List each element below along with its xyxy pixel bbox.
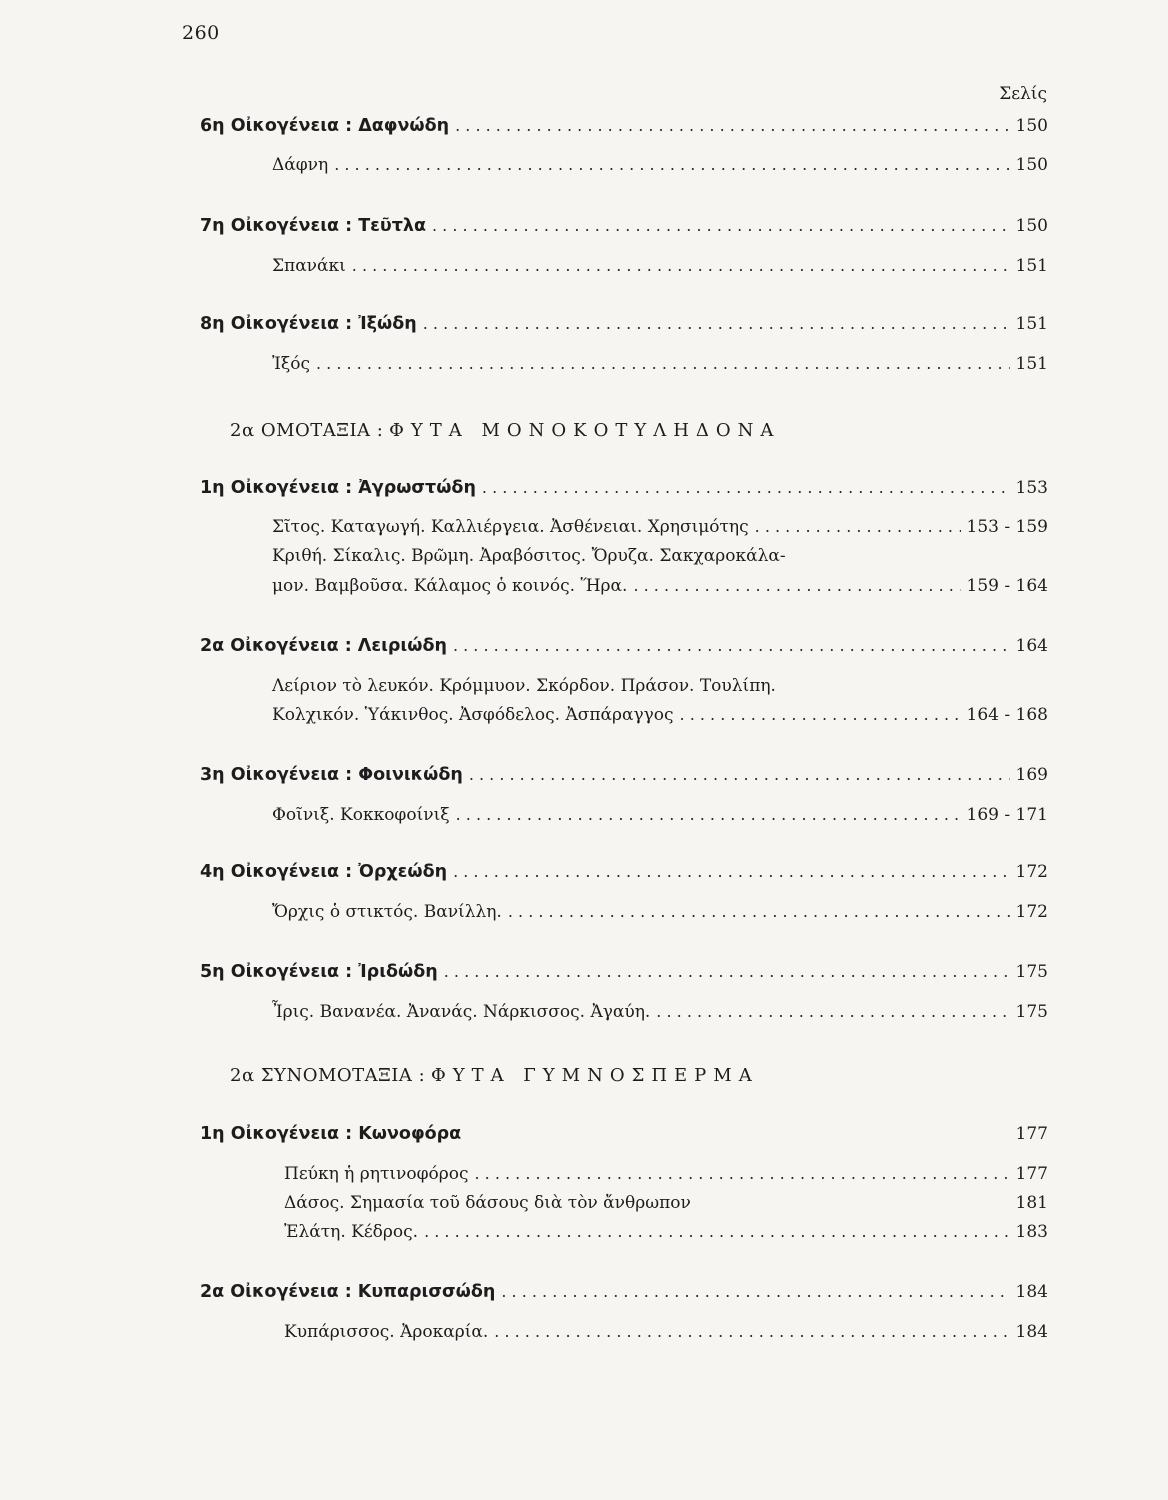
toc-heading-row	[200, 962, 1048, 990]
leader-dots	[474, 1164, 1009, 1183]
page-ref: 169	[1015, 765, 1048, 785]
toc-heading-row	[200, 116, 1048, 144]
entry-text: Δάσος. Σημασία τοῦ δάσους διὰ τὸν ἄνθρωπον	[284, 1193, 691, 1213]
section-prefix: 2α ΣΥΝΟΜΟΤΑΞΙΑ :	[230, 1065, 426, 1086]
toc-entry-row	[284, 1164, 1048, 1192]
page-ref: 164 - 168	[966, 705, 1048, 725]
entry-text: Ἰξός	[272, 354, 310, 374]
page-ref: 172	[1015, 902, 1048, 922]
family-title: 5η Οἰκογένεια : Ἰριδώδη	[200, 962, 438, 982]
page-ref: 150	[1015, 155, 1048, 175]
page-ref: 172	[1015, 862, 1048, 882]
leader-dots	[432, 216, 1010, 235]
toc-entry-row	[272, 805, 1048, 833]
toc-entry-row	[272, 705, 1048, 733]
leader-dots	[423, 314, 1010, 333]
family-title: 1η Οἰκογένεια : Κωνοφόρα	[200, 1124, 462, 1144]
entry-text: Κυπάρισσος. Ἀροκαρία.	[284, 1322, 489, 1342]
toc-entry-row	[284, 1222, 1048, 1250]
toc-entry-row	[272, 256, 1048, 284]
page-ref: 175	[1015, 1002, 1048, 1022]
page-ref: 183	[1015, 1222, 1048, 1242]
family-title: 1η Οἰκογένεια : Ἀγρωστώδη	[200, 478, 476, 498]
page-ref: 177	[1015, 1164, 1048, 1184]
leader-dots	[424, 1222, 1009, 1241]
toc-entry-row	[272, 546, 1048, 574]
entry-text: Λείριον τὸ λευκόν. Κρόμμυον. Σκόρδον. Πράσον. Τουλίπη.	[272, 676, 776, 696]
toc-heading-row	[200, 478, 1048, 506]
family-title: 7η Οἰκογένεια : Τεῦτλα	[200, 216, 426, 236]
leader-dots	[656, 1002, 1009, 1021]
entry-text: Φοῖνιξ. Κοκκοφοίνιξ	[272, 805, 450, 825]
toc-entry-row	[272, 1002, 1048, 1030]
page-ref: 153 - 159	[966, 517, 1048, 537]
entry-text: Ἐλάτη. Κέδρος.	[284, 1222, 419, 1242]
page-ref: 151	[1015, 256, 1048, 276]
page-ref: 151	[1015, 354, 1048, 374]
page-ref: 177	[1015, 1124, 1048, 1144]
leader-dots	[444, 962, 1010, 981]
leader-dots	[453, 636, 1010, 655]
page-ref: 175	[1015, 962, 1048, 982]
section-name: ΦΥΤΑ ΓΥΜΝΟΣΠΕΡΜΑ	[430, 1065, 759, 1086]
toc-entry-row	[272, 354, 1048, 382]
page-ref: 181	[1015, 1193, 1048, 1213]
entry-text: Πεύκη ἡ ρητινοφόρος	[284, 1164, 469, 1184]
toc-heading-row	[200, 314, 1048, 342]
leader-dots	[334, 155, 1009, 174]
entry-text: Σπανάκι	[272, 256, 346, 276]
toc-entry-row	[284, 1322, 1048, 1350]
section-name: ΦΥΤΑ ΜΟΝΟΚΟΤΥΛΗΔΟΝΑ	[389, 420, 781, 441]
family-title: 6η Οἰκογένεια : Δαφνώδη	[200, 116, 450, 136]
leader-dots	[352, 256, 1010, 275]
entry-text: Σῖτος. Καταγωγή. Καλλιέργεια. Ἀσθένειαι. Χρησιμότης	[272, 517, 749, 537]
page-ref: 151	[1015, 314, 1048, 334]
family-title: 8η Οἰκογένεια : Ἰξώδη	[200, 314, 417, 334]
page-column-label: Σελίς	[999, 84, 1047, 104]
entry-text: μον. Βαμβοῦσα. Κάλαμος ὁ κοινός. Ἥρα.	[272, 576, 628, 596]
section-title	[230, 1065, 1050, 1086]
toc-heading-row	[200, 636, 1048, 664]
page-number: 260	[182, 22, 220, 44]
page-ref: 150	[1015, 116, 1048, 136]
toc-entry-row	[272, 517, 1048, 545]
toc-heading-row	[200, 765, 1048, 793]
toc-entry-row	[272, 576, 1048, 604]
toc-heading-row	[200, 862, 1048, 890]
toc-entry-row	[272, 676, 1048, 704]
leader-dots	[316, 354, 1010, 373]
leader-dots	[455, 116, 1009, 135]
toc-entry-row	[272, 155, 1048, 183]
leader-dots	[482, 478, 1010, 497]
toc-heading-row	[200, 216, 1048, 244]
entry-text: Κολχικόν. Ὑάκινθος. Ἀσφόδελος. Ἀσπάραγγος	[272, 705, 674, 725]
section-prefix: 2α ΟΜΟΤΑΞΙΑ :	[230, 420, 384, 441]
leader-dots	[501, 1282, 1009, 1301]
toc-entry-row	[284, 1193, 1048, 1221]
family-title: 2α Οἰκογένεια : Κυπαρισσώδη	[200, 1282, 496, 1302]
leader-dots	[453, 862, 1009, 881]
page-ref: 184	[1015, 1282, 1048, 1302]
toc-heading-row	[200, 1124, 1048, 1152]
family-title: 3η Οἰκογένεια : Φοινικώδη	[200, 765, 463, 785]
page-ref: 150	[1015, 216, 1048, 236]
leader-dots	[680, 705, 961, 724]
page-ref: 169 - 171	[966, 805, 1048, 825]
leader-dots	[755, 517, 961, 536]
family-title: 2α Οἰκογένεια : Λειριώδη	[200, 636, 447, 656]
leader-dots	[494, 1322, 1009, 1341]
entry-text: Κριθή. Σίκαλις. Βρῶμη. Ἀραβόσιτος. Ὄρυζα. Σακχαροκάλα-	[272, 546, 786, 566]
leader-dots	[633, 576, 960, 595]
entry-text: Δάφνη	[272, 155, 329, 175]
leader-dots	[469, 765, 1010, 784]
entry-text: Ὄρχις ὁ στικτός. Βανίλλη.	[272, 902, 502, 922]
entry-text: Ἶρις. Βανανέα. Ἀνανάς. Νάρκισσος. Ἀγαύη.	[272, 1002, 651, 1022]
section-title	[230, 420, 1050, 441]
page-ref: 153	[1015, 478, 1048, 498]
leader-dots	[456, 805, 961, 824]
page-ref: 164	[1015, 636, 1048, 656]
toc-entry-row	[272, 902, 1048, 930]
toc-heading-row	[200, 1282, 1048, 1310]
leader-dots	[508, 902, 1010, 921]
page-ref: 184	[1015, 1322, 1048, 1342]
family-title: 4η Οἰκογένεια : Ὀρχεώδη	[200, 862, 448, 882]
page-ref: 159 - 164	[966, 576, 1048, 596]
